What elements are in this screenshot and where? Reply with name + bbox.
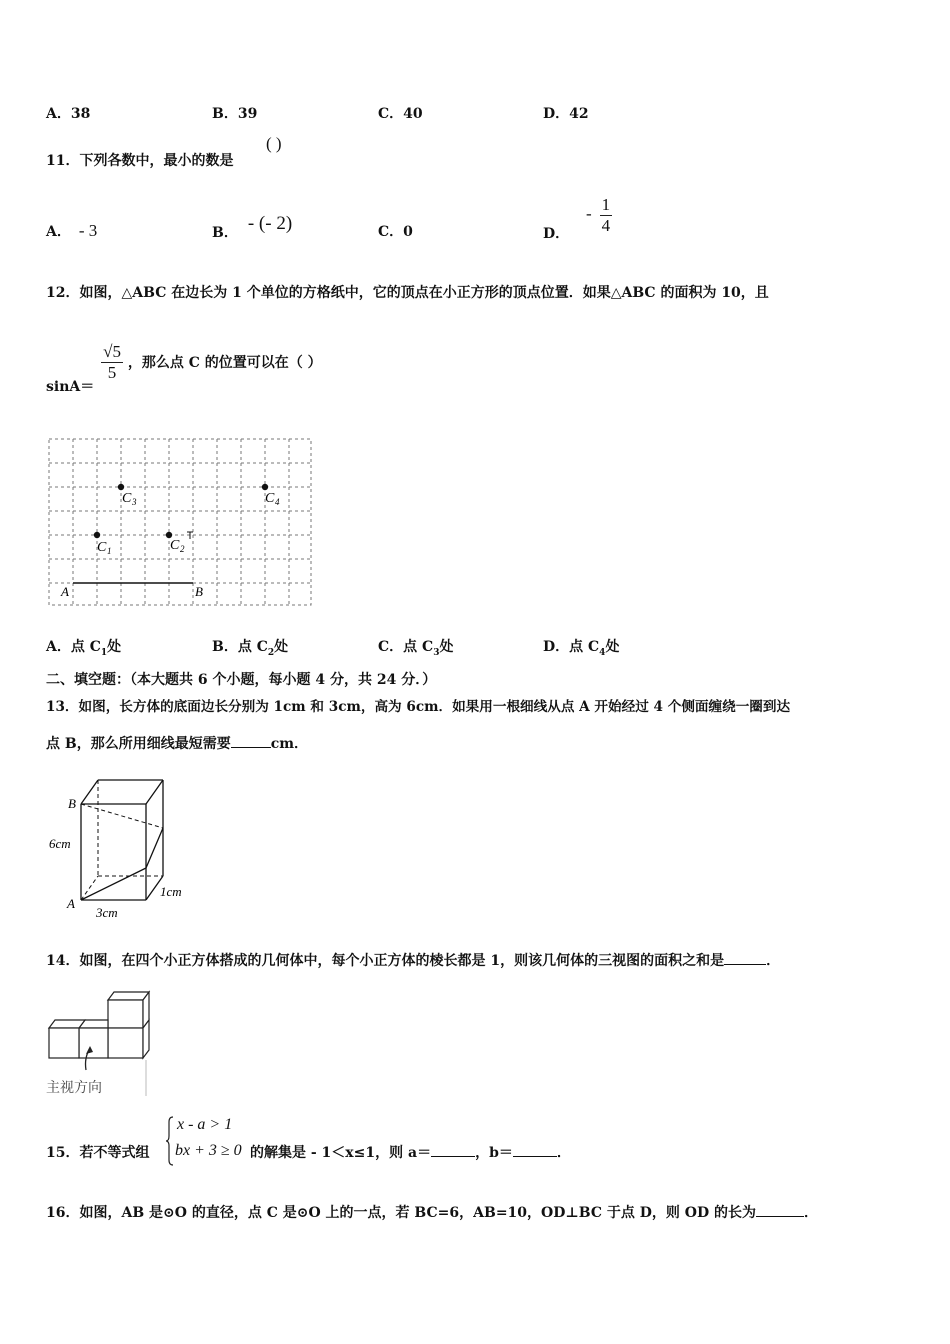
point-c1: [94, 532, 100, 538]
label-a: A: [61, 584, 69, 599]
q14-stem: 14．如图，在四个小正方体搭成的几何体中，每个小正方体的棱长都是 1，则该几何体的三视图的面积之和是 ．: [46, 950, 780, 970]
q14-answer-blank: [724, 950, 766, 965]
label-c2: C: [170, 538, 180, 553]
q15-stem-pre: 15．若不等式组: [46, 1145, 150, 1161]
q14-cubes-figure: [46, 988, 156, 1098]
label-c1: C: [97, 540, 107, 555]
section-2-title: 二、填空题：（本大题共 6 个小题，每小题 4 分，共 24 分．）: [46, 672, 437, 688]
q11-option-b: B． - (- 2): [212, 213, 293, 241]
q12-option-b: B．点 $C_2$处: [212, 639, 289, 658]
q11-fraction: $\frac{1}{4}$: [601, 195, 611, 235]
label-c3: C: [122, 491, 132, 506]
q12-sin-fraction: $\frac{√5}{5}$: [103, 342, 121, 382]
q12-option-c: C．点 $C_3$处: [378, 639, 454, 658]
q10-option-b: B．39: [212, 106, 258, 122]
q11-option-c: C．0: [378, 224, 413, 240]
q10-option-a: A．38: [46, 106, 91, 122]
q13-label-b: B: [68, 796, 76, 811]
q11-option-d: D． - $\frac{1}{4}$: [543, 195, 611, 242]
q15-answer-a-blank: [431, 1142, 475, 1157]
svg-text:2: 2: [180, 544, 185, 554]
point-c3: [118, 484, 124, 490]
q12-option-a: A．点 $C_1$处: [46, 639, 122, 658]
q12-option-d: D．点 $C_4$处: [543, 639, 620, 658]
q13-stem-line2: 点 B，那么所用细线最短需要 cm．: [46, 733, 308, 753]
q13-label-depth: 1cm: [160, 884, 182, 899]
q14-caption: 主视方向: [46, 1080, 102, 1096]
svg-text:4: 4: [275, 497, 280, 507]
q11-option-a: A． - 3: [46, 221, 98, 240]
label-b: B: [195, 584, 203, 599]
q11-stem: 11．下列各数中，最小的数是: [46, 153, 234, 169]
q16-stem: 16．如图，AB 是⊙O 的直径，点 C 是⊙O 上的一点，若 BC=6，AB=10，OD⊥BC 于点 D，则 OD 的长为 ．: [46, 1202, 818, 1222]
point-c4: [262, 484, 268, 490]
q10-option-d: D．42: [543, 106, 589, 122]
q13-answer-blank: [231, 733, 271, 748]
svg-text:3: 3: [132, 497, 137, 507]
q12-stem-line2: sinA＝ $\frac{√5}{5}$ ，那么点 C 的位置可以在（ ）: [46, 342, 322, 395]
q15-stem-post: 的解集是 - 1＜x≤1，则 a＝ ，b＝ ．: [250, 1142, 571, 1162]
q15-answer-b-blank: [513, 1142, 557, 1157]
q13-label-height: 6cm: [49, 836, 71, 851]
q10-option-c: C．40: [378, 106, 423, 122]
q13-cuboid-figure: [46, 772, 196, 922]
q16-answer-blank: [756, 1202, 804, 1217]
q15-ineq-1: x - a > 1: [177, 1116, 233, 1133]
q13-stem-line1: 13．如图，长方体的底面边长分别为 1cm 和 3cm，高为 6cm．如果用一根细线从点 A 开始经过 4 个侧面缠绕一圈到达: [46, 699, 791, 715]
q15-ineq-2: bx + 3 ≥ 0: [175, 1142, 242, 1159]
q12-stem: 12．如图，△ABC 在边长为 1 个单位的方格纸中，它的顶点在小正方形的顶点位置．如果△ABC 的面积为 10，且: [46, 285, 769, 301]
label-c4: C: [265, 491, 275, 506]
q11-answer-paren: ( ): [266, 134, 282, 153]
q12-grid-figure: [46, 436, 316, 608]
q13-label-a: A: [67, 896, 75, 911]
svg-text:1: 1: [107, 546, 112, 556]
q13-label-width: 3cm: [96, 905, 118, 920]
